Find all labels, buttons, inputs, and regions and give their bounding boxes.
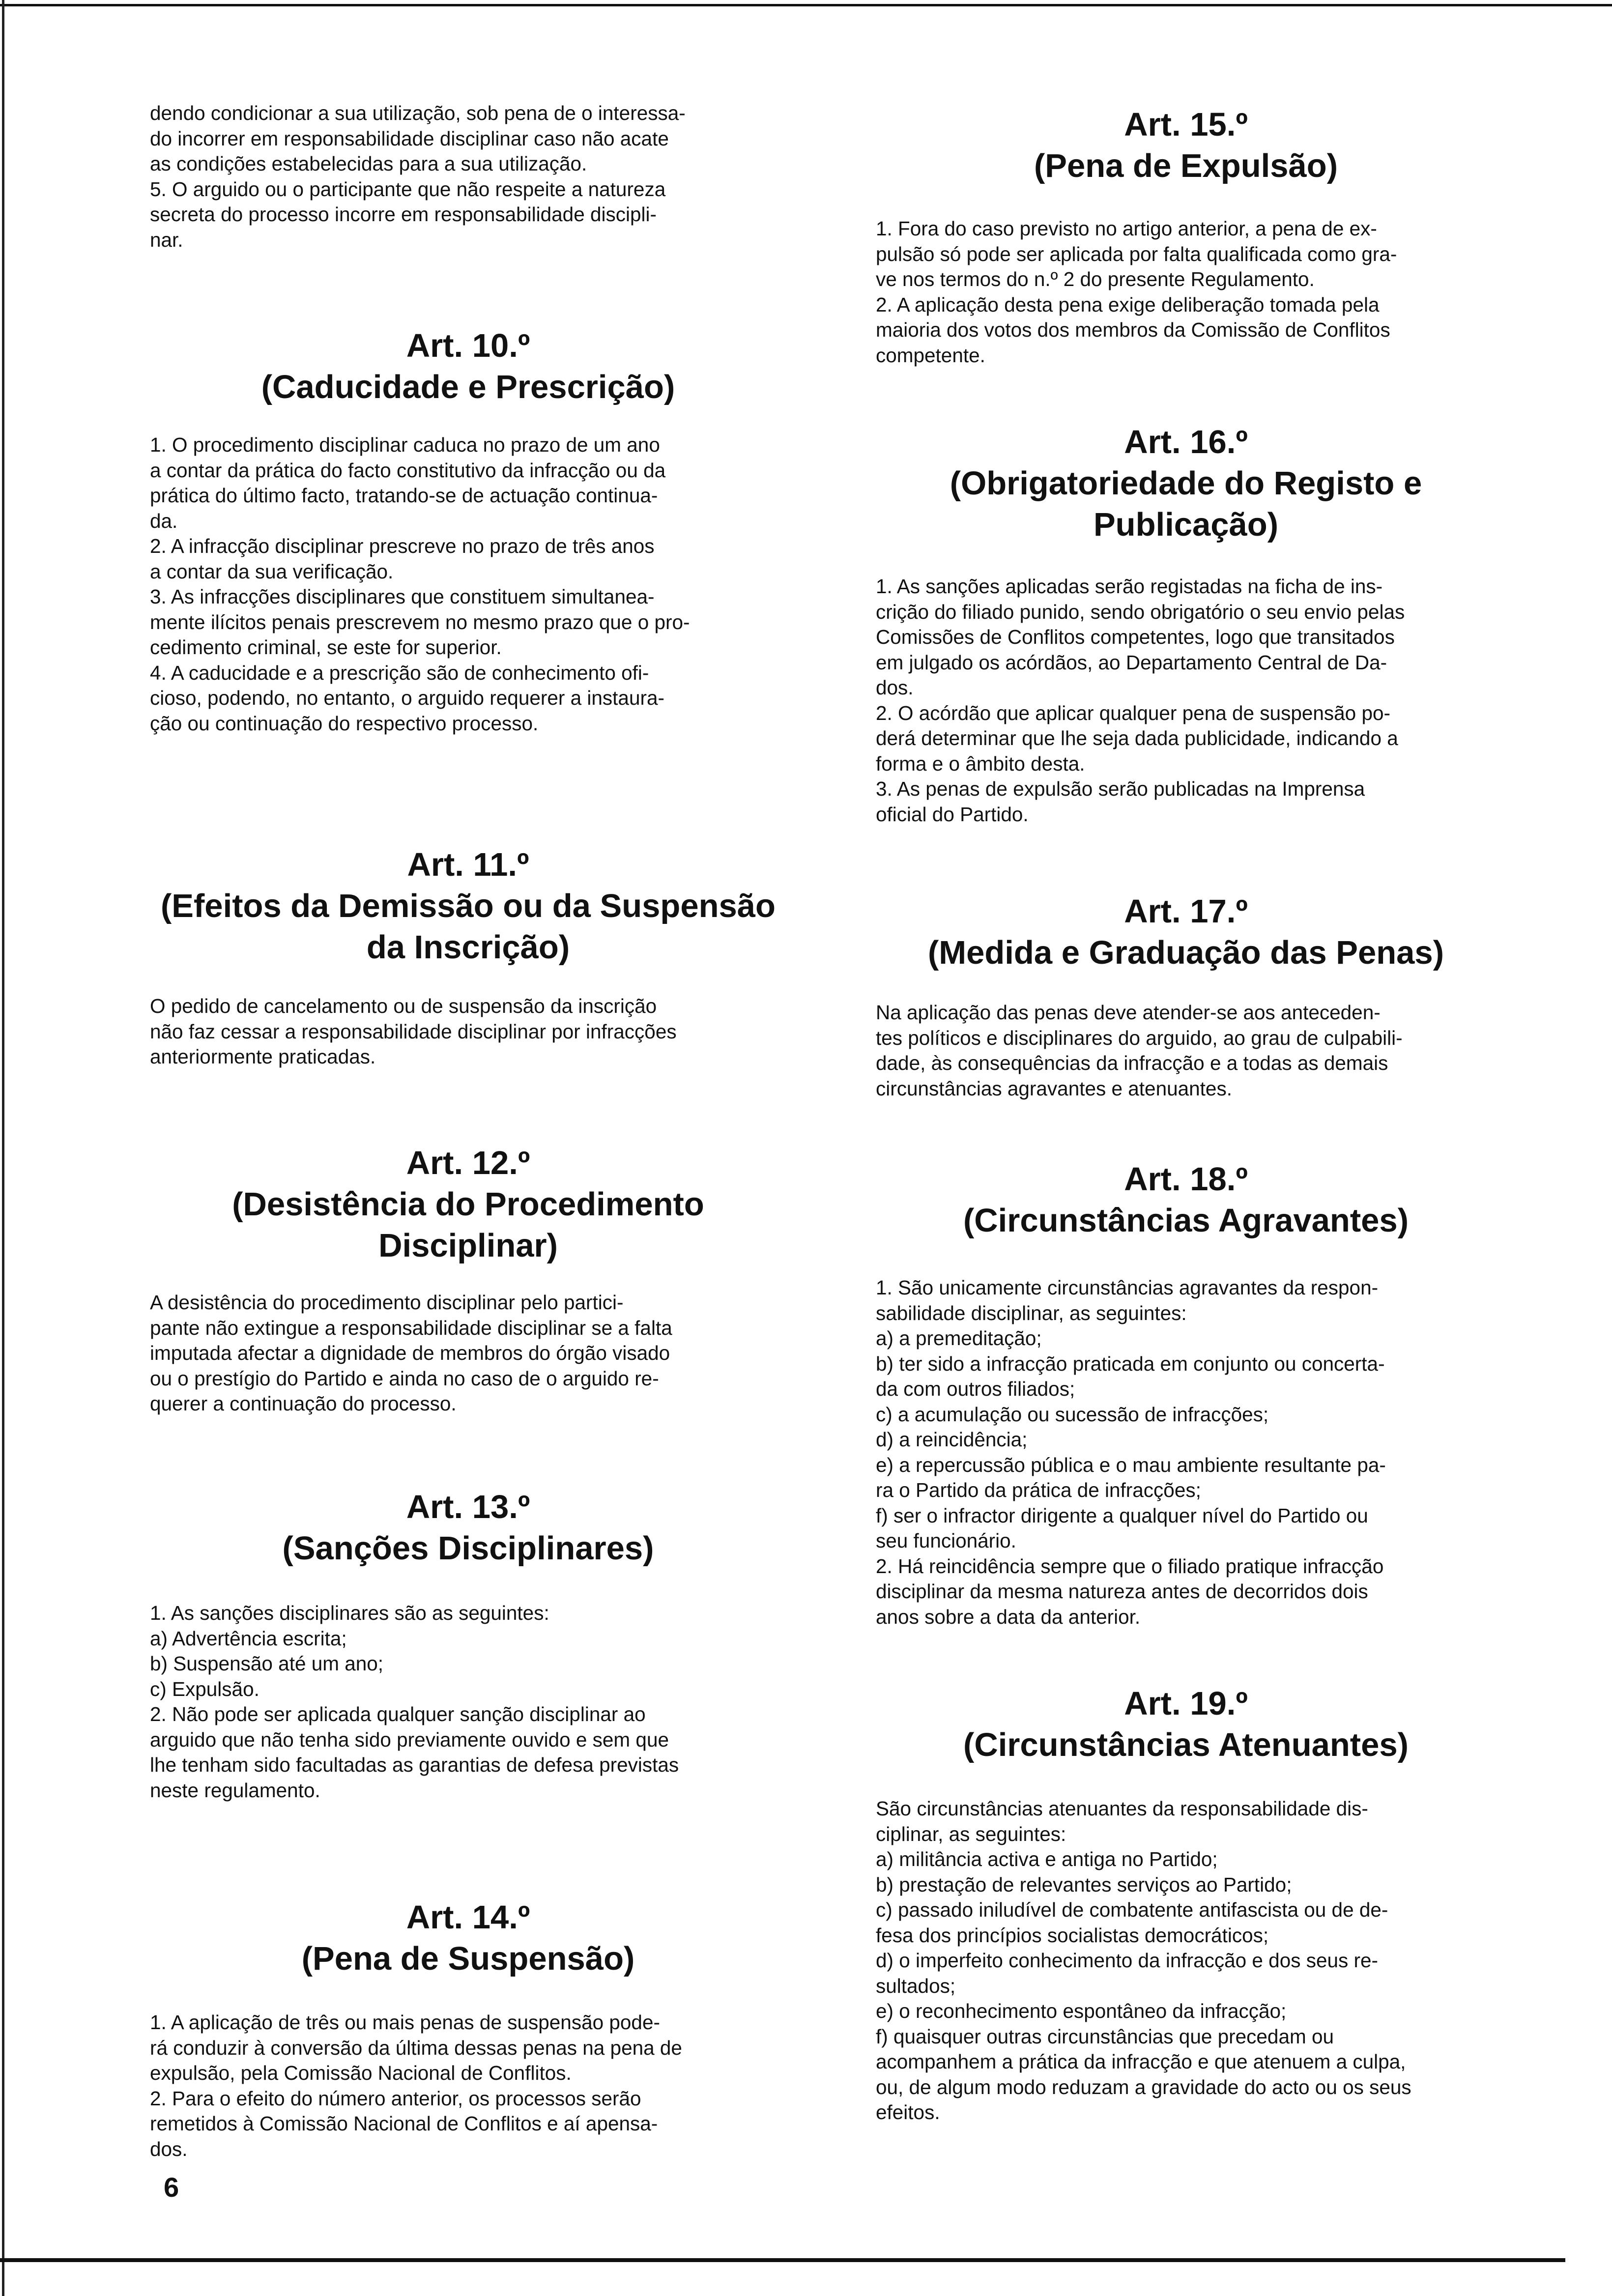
article-14-body bbox=[150, 2010, 786, 2162]
article-14-title: (Pena de Suspensão) bbox=[301, 1940, 635, 1977]
article-11 bbox=[150, 844, 786, 968]
article-10-title: (Caducidade e Prescrição) bbox=[261, 369, 675, 405]
article-18-text: 1. São unicamente circunstâncias agravantes da respon- sabilidade disciplinar, as seguintes: a) a premeditação; b) ter sido a infracção praticada em conjunto ou concerta- da com outros filiados; c) a acumulação ou sucessão de infracções; d) a reincidência; e) a repercussão pública e o mau ambiente resultante pa- ra o Partido da prática de infracções; f) ser o infractor dirigente a qualquer nível do Partido ou seu funcionário. 2. Há reincidência sempre que o filiado pratique infracção disciplinar da mesma natureza antes de decorridos dois anos sobre a data da anterior. bbox=[876, 1276, 1386, 1628]
page-number: 6 bbox=[164, 2172, 179, 2203]
article-16 bbox=[876, 422, 1496, 545]
intro-text: dendo condicionar a sua utilização, sob pena de o interessa- do incorrer em responsabilidade disciplinar caso não acate as condições estabelecidas para a sua utilização. 5. O arguido ou o participante que não respeite a natureza secreta do processo incorre em responsabilidade discipli- nar. bbox=[150, 102, 686, 251]
article-16-title: (Obrigatoriedade do Registo e Publicação) bbox=[950, 465, 1422, 543]
article-11-body bbox=[150, 994, 786, 1070]
article-17 bbox=[876, 891, 1496, 974]
article-19-body bbox=[876, 1796, 1496, 2125]
article-18-body bbox=[876, 1275, 1496, 1630]
article-17-title: (Medida e Graduação das Penas) bbox=[927, 934, 1444, 971]
article-15-title: (Pena de Expulsão) bbox=[1034, 147, 1338, 184]
top-border-rule bbox=[0, 4, 1612, 6]
article-10 bbox=[150, 325, 786, 408]
left-border-rule bbox=[2, 0, 4, 2296]
article-11-text: O pedido de cancelamento ou de suspensão da inscrição não faz cessar a responsabilidade disciplinar por infracções anteriormente praticadas. bbox=[150, 995, 677, 1068]
article-19-number: Art. 19.º bbox=[1124, 1685, 1248, 1722]
article-11-number: Art. 11.º bbox=[407, 846, 529, 883]
article-16-number: Art. 16.º bbox=[1124, 424, 1248, 460]
bottom-border-rule bbox=[0, 2258, 1565, 2262]
article-12-number: Art. 12.º bbox=[406, 1145, 530, 1181]
article-10-number: Art. 10.º bbox=[406, 327, 530, 364]
article-14 bbox=[150, 1897, 786, 1980]
article-14-number: Art. 14.º bbox=[406, 1899, 530, 1936]
article-18-number: Art. 18.º bbox=[1124, 1161, 1248, 1198]
article-13-body bbox=[150, 1601, 786, 1803]
article-10-body bbox=[150, 432, 786, 736]
article-12-title: (Desistência do Procedimento Disciplinar) bbox=[232, 1186, 704, 1264]
article-19-title: (Circunstâncias Atenuantes) bbox=[963, 1726, 1409, 1763]
article-15 bbox=[876, 104, 1496, 187]
article-13-text: 1. As sanções disciplinares são as seguintes: a) Advertência escrita; b) Suspensão até um ano; c) Expulsão. 2. Não pode ser aplicada qualquer sanção disciplinar ao arguido que não tenha sido previamente ouvido e sem que lhe tenham sido facultadas as garantias de defesa previstas neste regulamento. bbox=[150, 1602, 679, 1802]
article-16-body bbox=[876, 574, 1496, 827]
article-11-title: (Efeitos da Demissão ou da Suspensão da Inscrição) bbox=[161, 888, 776, 966]
article-19 bbox=[876, 1683, 1496, 1766]
article-15-number: Art. 15.º bbox=[1124, 106, 1248, 143]
article-14-text: 1. A aplicação de três ou mais penas de suspensão pode- rá conduzir à conversão da última dessas penas na pena de expulsão, pela Comissão Nacional de Conflitos. 2. Para o efeito do número anterior, os processos serão remetidos à Comissão Nacional de Conflitos e aí apensa- dos. bbox=[150, 2011, 682, 2160]
article-15-text: 1. Fora do caso previsto no artigo anterior, a pena de ex- pulsão só pode ser aplicada por falta qualificada como gra- ve nos termos do n.º 2 do presente Regulamento. 2. A aplicação desta pena exige deliberação tomada pela maioria dos votos dos membros da Comissão de Conflitos competente. bbox=[876, 217, 1397, 367]
article-12-text: A desistência do procedimento disciplinar pelo partici- pante não extingue a responsabilidade disciplinar se a falta imputada afectar a dignidade de membros do órgão visado ou o prestígio do Partido e ainda no caso de o arguido re- querer a continuação do processo. bbox=[150, 1291, 672, 1415]
article-18 bbox=[876, 1159, 1496, 1241]
intro-paragraph bbox=[150, 101, 786, 253]
article-17-text: Na aplicação das penas deve atender-se aos anteceden- tes políticos e disciplinares do arguido, ao grau de culpabili- dade, às consequências da infracção e a todas as demais circunstâncias agravantes e atenuantes. bbox=[876, 1001, 1403, 1100]
article-19-text: São circunstâncias atenuantes da responsabilidade dis- ciplinar, as seguintes: a) militância activa e antiga no Partido; b) prestação de relevantes serviços ao Partido; c) passado iniludível de combatente antifascista ou de de- fesa dos princípios socialistas democráticos; d) o imperfeito conhecimento da infracção e dos seus re- sultados; e) o reconhecimento espontâneo da infracção; f) quaisquer outras circunstâncias que precedam ou acompanhem a prática da infracção e que atenuem a culpa, ou, de algum modo reduzam a gravidade do acto ou os seus efeitos. bbox=[876, 1797, 1411, 2124]
article-16-text: 1. As sanções aplicadas serão registadas na ficha de ins- crição do filiado punido, sendo obrigatório o seu envio pelas Comissões de Conflitos competentes, logo que transitados em julgado os acórdãos, ao Departamento Central de Da- dos. 2. O acórdão que aplicar qualquer pena de suspensão po- derá determinar que lhe seja dada publicidade, indicando a forma e o âmbito desta. 3. As penas de expulsão serão publicadas na Imprensa oficial do Partido. bbox=[876, 575, 1405, 826]
article-12 bbox=[150, 1143, 786, 1266]
article-13 bbox=[150, 1487, 786, 1569]
article-18-title: (Circunstâncias Agravantes) bbox=[963, 1202, 1409, 1239]
article-17-body bbox=[876, 1000, 1496, 1101]
article-17-number: Art. 17.º bbox=[1124, 893, 1248, 930]
article-12-body bbox=[150, 1290, 786, 1417]
article-13-number: Art. 13.º bbox=[406, 1489, 530, 1525]
article-10-text: 1. O procedimento disciplinar caduca no prazo de um ano a contar da prática do facto constitutivo da infracção ou da prática do último facto, tratando-se de actuação continua- da. 2. A infracção disciplinar prescreve no prazo de três anos a contar da sua verificação. 3. As infracções disciplinares que constituem simultanea- mente ilícitos penais prescrevem no mesmo prazo que o pro- cedimento criminal, se este for superior. 4. A caducidade e a prescrição são de conhecimento ofi- cioso, podendo, no entanto, o arguido requerer a instaura- ção ou continuação do respectivo processo. bbox=[150, 433, 690, 735]
article-13-title: (Sanções Disciplinares) bbox=[282, 1530, 654, 1567]
article-15-body bbox=[876, 216, 1496, 368]
